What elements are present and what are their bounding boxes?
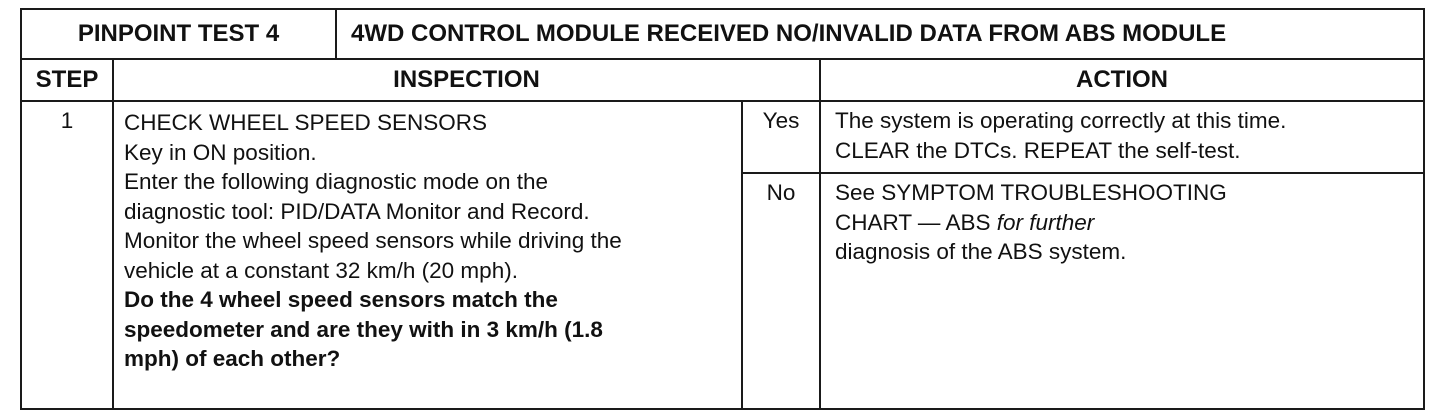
inspection-column-header: INSPECTION bbox=[113, 59, 820, 101]
step-number: 1 bbox=[21, 101, 113, 409]
action-column-header: ACTION bbox=[820, 59, 1424, 101]
yes-action-cell bbox=[820, 101, 1424, 173]
yes-label: Yes bbox=[742, 101, 820, 173]
inspection-line: Monitor the wheel speed sensors while driving the bbox=[124, 228, 622, 253]
test-label: PINPOINT TEST 4 bbox=[21, 9, 336, 59]
inspection-line: diagnostic tool: PID/DATA Monitor and Record. bbox=[124, 198, 590, 224]
no-action-chart-ref: CHART — ABS bbox=[835, 209, 997, 235]
no-action-further: for further bbox=[996, 209, 1095, 235]
inspection-cell bbox=[113, 101, 742, 409]
no-action-cell bbox=[820, 173, 1424, 409]
pinpoint-test-table bbox=[20, 8, 1425, 410]
inspection-line: Key in ON position. bbox=[124, 139, 317, 165]
step-row-yes bbox=[21, 101, 1424, 173]
inspection-question-line: mph) of each other? bbox=[124, 346, 341, 371]
yes-action-line: CLEAR the DTCs. REPEAT the self-test. bbox=[835, 137, 1241, 163]
no-action-line bbox=[835, 208, 1413, 238]
no-action-line: See SYMPTOM TROUBLESHOOTING bbox=[835, 180, 1227, 205]
no-label: No bbox=[742, 173, 820, 409]
inspection-question-line: speedometer and are they with in 3 km/h (1.8 bbox=[124, 316, 603, 342]
inspection-line: Enter the following diagnostic mode on the bbox=[124, 169, 549, 194]
pinpoint-test-document bbox=[20, 8, 1423, 410]
column-header-row bbox=[21, 59, 1424, 101]
inspection-line: vehicle at a constant 32 km/h (20 mph). bbox=[124, 257, 518, 283]
inspection-line: CHECK WHEEL SPEED SENSORS bbox=[124, 110, 487, 135]
yes-action-line: The system is operating correctly at this time. bbox=[835, 108, 1287, 133]
test-title: 4WD CONTROL MODULE RECEIVED NO/INVALID DATA FROM ABS MODULE bbox=[336, 9, 1424, 59]
no-action-line: diagnosis of the ABS system. bbox=[835, 239, 1127, 264]
inspection-question-line: Do the 4 wheel speed sensors match the bbox=[124, 287, 558, 312]
test-header-row bbox=[21, 9, 1424, 59]
step-column-header: STEP bbox=[21, 59, 113, 101]
